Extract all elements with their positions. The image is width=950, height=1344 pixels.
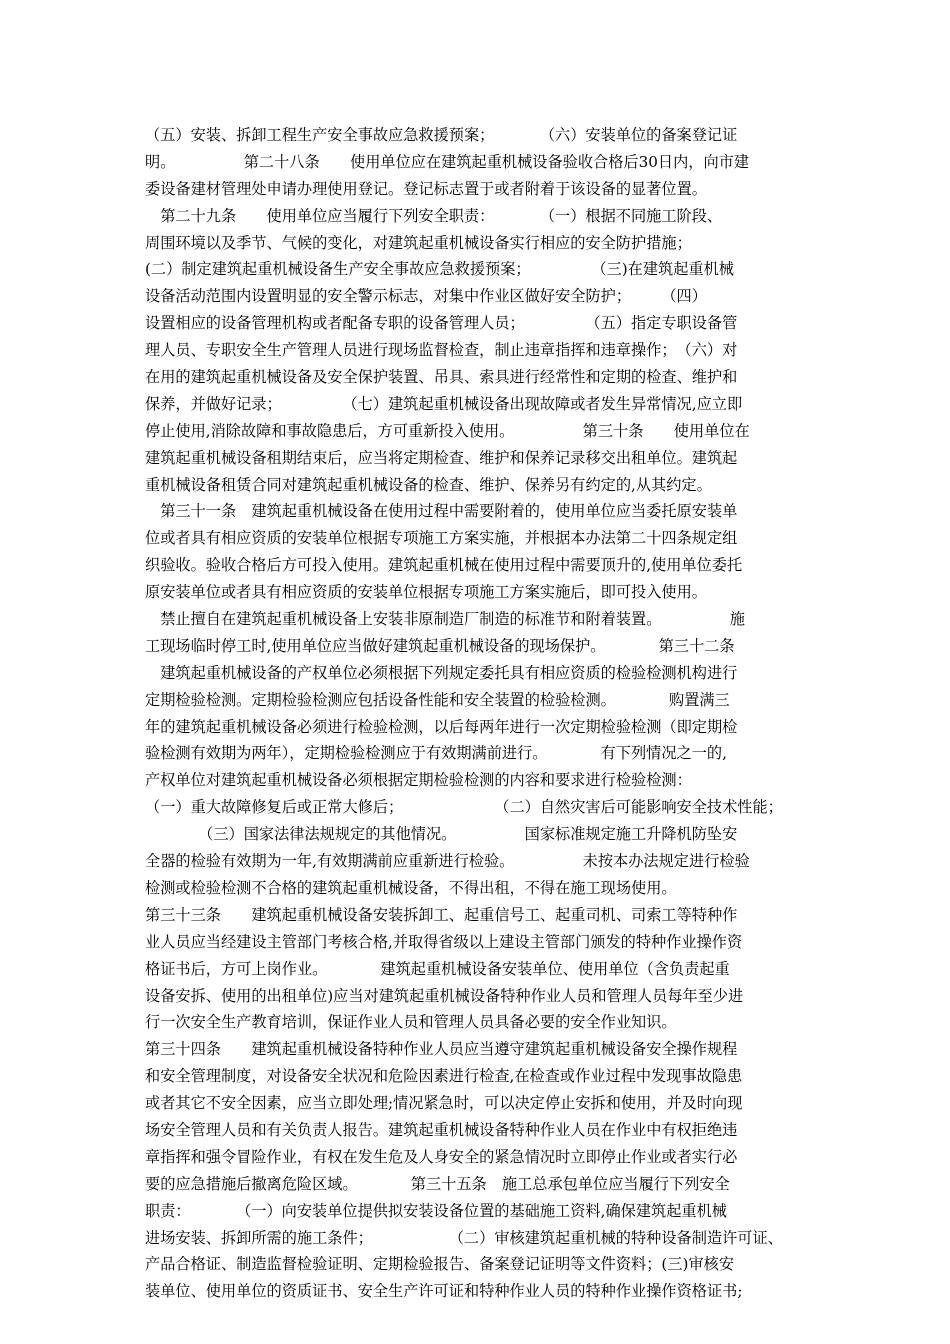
text-line: 业人员应当经建设主管部门考核合格,并取得省级以上建设主管部门颁发的特种作业操作资 [145,932,743,951]
text-line: 格证书后，方可上岗作业。 建筑起重机械设备安装单位、使用单位（含负责起重 [145,959,730,978]
text-line: 禁止擅自在建筑起重机械设备上安装非原制造厂制造的标准节和附着装置。 施 [145,610,745,629]
text-line: 要的应急措施后撤离危险区域。 第三十五条 施工总承包单位应当履行下列安全 [145,1174,730,1193]
text-line: 检测或检验检测不合格的建筑起重机械设备，不得出租，不得在施工现场使用。 [145,878,677,897]
text-line: 行一次安全生产教育培训，保证作业人员和管理人员具备必要的安全作业知识。 [145,1013,677,1032]
text-line: 理人员、专职安全生产管理人员进行现场监督检查，制止违章指挥和违章操作； （六）对 [145,341,738,360]
text-line: 周围环境以及季节、气候的变化，对建筑起重机械设备实行相应的安全防护措施； [145,233,692,252]
text-line: 建筑起重机械设备的产权单位必须根据下列规定委托具有相应资质的检验检测机构进行 [145,663,738,682]
text-line: 明。 第二十八条 使用单位应在建筑起重机械设备验收合格后30日内，向市建 [145,152,750,171]
text-line: 建筑起重机械设备租期结束后，应当将定期检查、维护和保养记录移交出租单位。建筑起 [145,448,738,467]
text-line: （三）国家法律法规规定的其他情况。 国家标准规定施工升降机防坠安 [145,825,738,844]
text-line: 全器的检验有效期为一年,有效期满前应重新进行检验。 未按本办法规定进行检验 [145,852,750,871]
text-line: 委设备建材管理处申请办理使用登记。登记标志置于或者附着于该设备的显著位置。 [145,179,707,198]
text-line: 保养，并做好记录； （七）建筑起重机械设备出现故障或者发生异常情况,应立即 [145,394,743,413]
text-line: 进场安装、拆卸所需的施工条件； （二）审核建筑起重机械的特种设备制造许可证、 [145,1228,783,1247]
text-line: 重机械设备租赁合同对建筑起重机械设备的检查、维护、保养另有约定的,从其约定。 [145,475,712,494]
text-line: 装单位、使用单位的资质证书、安全生产许可证和特种作业人员的特种作业操作资格证书; [145,1282,743,1301]
text-line: 第二十九条 使用单位应当履行下列安全职责： （一）根据不同施工阶段、 [145,206,723,225]
text-line: 原安装单位或者具有相应资质的安装单位根据专项施工方案实施后，即可投入使用。 [145,583,707,602]
text-line: 设置相应的设备管理机构或者配备专职的设备管理人员； （五）指定专职设备管 [145,314,738,333]
text-line: 产权单位对建筑起重机械设备必须根据定期检验检测的内容和要求进行检验检测： [145,771,692,790]
text-line: 在用的建筑起重机械设备及安全保护装置、吊具、索具进行经常性和定期的检查、维护和 [145,368,738,387]
text-line: （一）重大故障修复后或正常大修后； （二）自然灾害后可能影响安全技术性能； [145,798,783,817]
text-line: 职责： （一）向安装单位提供拟安装设备位置的基础施工资料,确保建筑起重机械 [145,1201,727,1220]
text-line: 工现场临时停工时,使用单位应当做好建筑起重机械设备的现场保护。 第三十二条 [145,636,735,655]
text-line: 章指挥和强令冒险作业，有权在发生危及人身安全的紧急情况时立即停止作业或者实行必 [145,1147,738,1166]
text-line: 和安全管理制度，对设备安全状况和危险因素进行检查,在检查或作业过程中发现事故隐患 [145,1067,743,1086]
text-line: 或者其它不安全因素，应当立即处理;情况紧急时，可以决定停止安拆和使用，并及时向现 [145,1094,743,1113]
text-line: （五）安装、拆卸工程生产安全事故应急救援预案； （六）安装单位的备案登记证 [145,126,738,144]
text-line: 第三十四条 建筑起重机械设备特种作业人员应当遵守建筑起重机械设备安全操作规程 [145,1040,738,1059]
text-line: 设备安拆、使用的出租单位)应当对建筑起重机械设备特种作业人员和管理人员每年至少进 [145,986,744,1005]
text-line: 验检测有效期为两年），定期检验检测应于有效期满前进行。 有下列情况之一的, [145,744,727,763]
text-line: 年的建筑起重机械设备必须进行检验检测，以后每两年进行一次定期检验检测（即定期检 [145,717,738,736]
document-body [145,122,815,1305]
text-line: 第三十三条 建筑起重机械设备安装拆卸工、起重信号工、起重司机、司索工等特种作 [145,905,738,924]
text-line: 设备活动范围内设置明显的安全警示标志，对集中作业区做好安全防护； （四） [145,287,707,306]
text-line: 第三十一条 建筑起重机械设备在使用过程中需要附着的，使用单位应当委托原安装单 [145,502,738,521]
text-line: 定期检验检测。定期检验检测应包括设备性能和安全装置的检验检测。 购置满三 [145,690,730,709]
text-line: 产品合格证、制造监督检验证明、定期检验报告、备案登记证明等文件资料；(三)审核安 [145,1255,734,1274]
text-line: 位或者具有相应资质的安装单位根据专项施工方案实施，并根据本办法第二十四条规定组 [145,529,738,548]
text-line: 停止使用,消除故障和事故隐患后，方可重新投入使用。 第三十条 使用单位在 [145,421,750,440]
text-line: 织验收。验收合格后方可投入使用。建筑起重机械在使用过程中需要顶升的,使用单位委托 [145,556,743,575]
text-line: 场安全管理人员和有关负责人报告。建筑起重机械设备特种作业人员在作业中有权拒绝违 [145,1120,738,1139]
text-line: (二）制定建筑起重机械设备生产安全事故应急救援预案； （三)在建筑起重机械 [145,260,734,279]
